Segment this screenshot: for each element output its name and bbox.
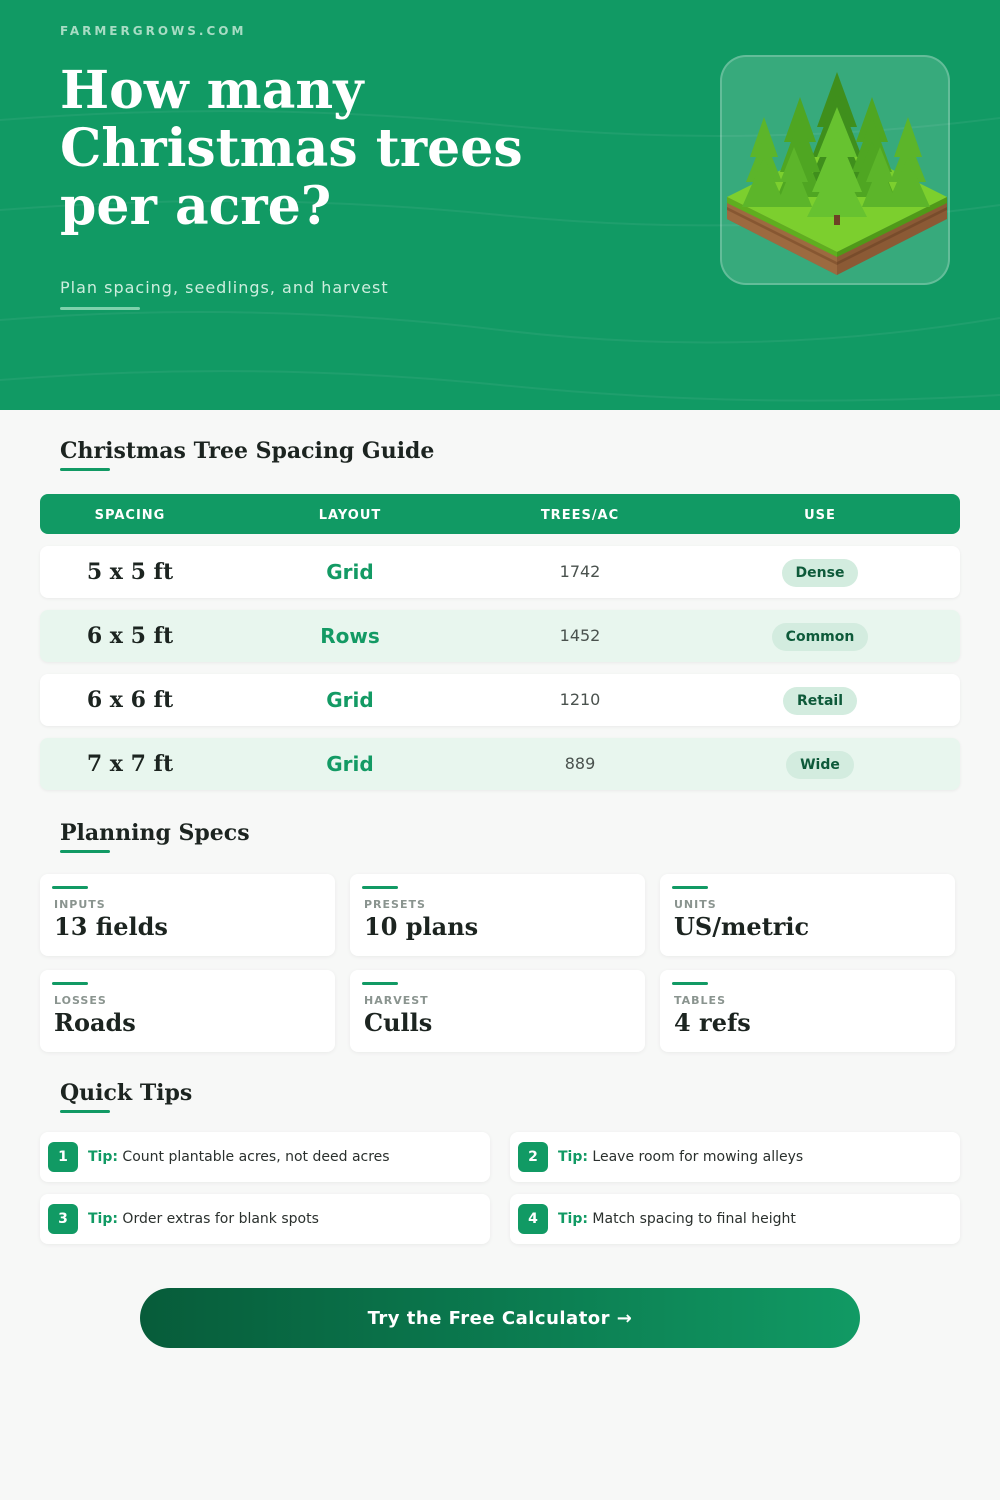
header-spacing: SPACING: [94, 508, 166, 523]
quick-tips-title: Quick Tips: [60, 1080, 193, 1106]
page-subtitle: Plan spacing, seedlings, and harvest: [60, 278, 389, 297]
tip-number: 4: [518, 1204, 548, 1234]
tip-prefix: Tip:: [558, 1149, 588, 1165]
row-spacing: 6 x 5 ft: [86, 623, 174, 649]
tip-body: Match spacing to final height: [592, 1211, 796, 1227]
spec-accent: [52, 886, 88, 889]
tip-prefix: Tip:: [558, 1211, 588, 1227]
subtitle-underline: [60, 307, 140, 310]
tip-text: [88, 1132, 390, 1182]
tip-number: 1: [48, 1142, 78, 1172]
row-layout: Grid: [326, 688, 374, 712]
spec-card: [350, 874, 645, 956]
tip-prefix: Tip:: [88, 1149, 118, 1165]
spacing-guide-title: Christmas Tree Spacing Guide: [60, 438, 435, 464]
tip-card: [40, 1132, 490, 1182]
tip-body: Leave room for mowing alleys: [592, 1149, 804, 1165]
tip-card: [510, 1132, 960, 1182]
section-underline: [60, 850, 110, 853]
spec-card: [350, 970, 645, 1052]
header-trees: TREES/AC: [540, 508, 620, 523]
brand-name: FARMERGROWS.COM: [60, 24, 247, 38]
spec-value: US/metric: [674, 912, 810, 941]
header-use: USE: [804, 508, 836, 523]
row-spacing: 5 x 5 ft: [86, 559, 174, 585]
tree-plot-icon: [722, 57, 952, 287]
spec-accent: [52, 982, 88, 985]
hero-banner: [0, 0, 1000, 410]
spec-label: HARVEST: [364, 994, 429, 1007]
use-badge: Dense: [782, 559, 859, 587]
page-title: How many Christmas trees per acre?: [60, 60, 523, 237]
use-badge: Retail: [783, 687, 857, 715]
table-row: [40, 546, 960, 598]
row-trees: 1210: [559, 690, 601, 709]
spec-accent: [362, 982, 398, 985]
table-row: [40, 674, 960, 726]
spec-value: Culls: [364, 1008, 433, 1037]
tip-card: [510, 1194, 960, 1244]
tip-text: [558, 1194, 796, 1244]
spec-accent: [672, 886, 708, 889]
spec-value: 13 fields: [54, 912, 168, 941]
row-layout: Rows: [320, 624, 380, 648]
spec-label: LOSSES: [54, 994, 107, 1007]
spec-value: 4 refs: [674, 1008, 751, 1037]
row-layout: Grid: [326, 560, 374, 584]
tip-card: [40, 1194, 490, 1244]
section-underline: [60, 1110, 110, 1113]
header-layout: LAYOUT: [318, 508, 382, 523]
spec-card: [660, 874, 955, 956]
hero-image-card: [720, 55, 950, 285]
row-spacing: 6 x 6 ft: [86, 687, 174, 713]
spec-value: 10 plans: [364, 912, 479, 941]
table-row: [40, 738, 960, 790]
spec-label: INPUTS: [54, 898, 106, 911]
tip-body: Count plantable acres, not deed acres: [122, 1149, 390, 1165]
spec-card: [40, 970, 335, 1052]
spec-card: [40, 874, 335, 956]
row-trees: 1452: [559, 626, 601, 645]
free-calculator-button[interactable]: Try the Free Calculator →: [140, 1288, 860, 1348]
use-badge: Wide: [786, 751, 854, 779]
spec-label: PRESETS: [364, 898, 426, 911]
spec-accent: [672, 982, 708, 985]
table-row: [40, 610, 960, 662]
section-underline: [60, 468, 110, 471]
planning-specs-title: Planning Specs: [60, 820, 250, 846]
row-layout: Grid: [326, 752, 374, 776]
tip-number: 3: [48, 1204, 78, 1234]
tip-body: Order extras for blank spots: [122, 1211, 319, 1227]
spec-card: [660, 970, 955, 1052]
spec-label: UNITS: [674, 898, 717, 911]
row-spacing: 7 x 7 ft: [86, 751, 174, 777]
tip-prefix: Tip:: [88, 1211, 118, 1227]
spec-label: TABLES: [674, 994, 726, 1007]
row-trees: 1742: [559, 562, 601, 581]
tip-text: [88, 1194, 319, 1244]
row-trees: 889: [564, 754, 596, 773]
spec-accent: [362, 886, 398, 889]
spec-value: Roads: [54, 1008, 136, 1037]
use-badge: Common: [772, 623, 869, 651]
tip-number: 2: [518, 1142, 548, 1172]
tip-text: [558, 1132, 803, 1182]
table-header: [40, 494, 960, 534]
